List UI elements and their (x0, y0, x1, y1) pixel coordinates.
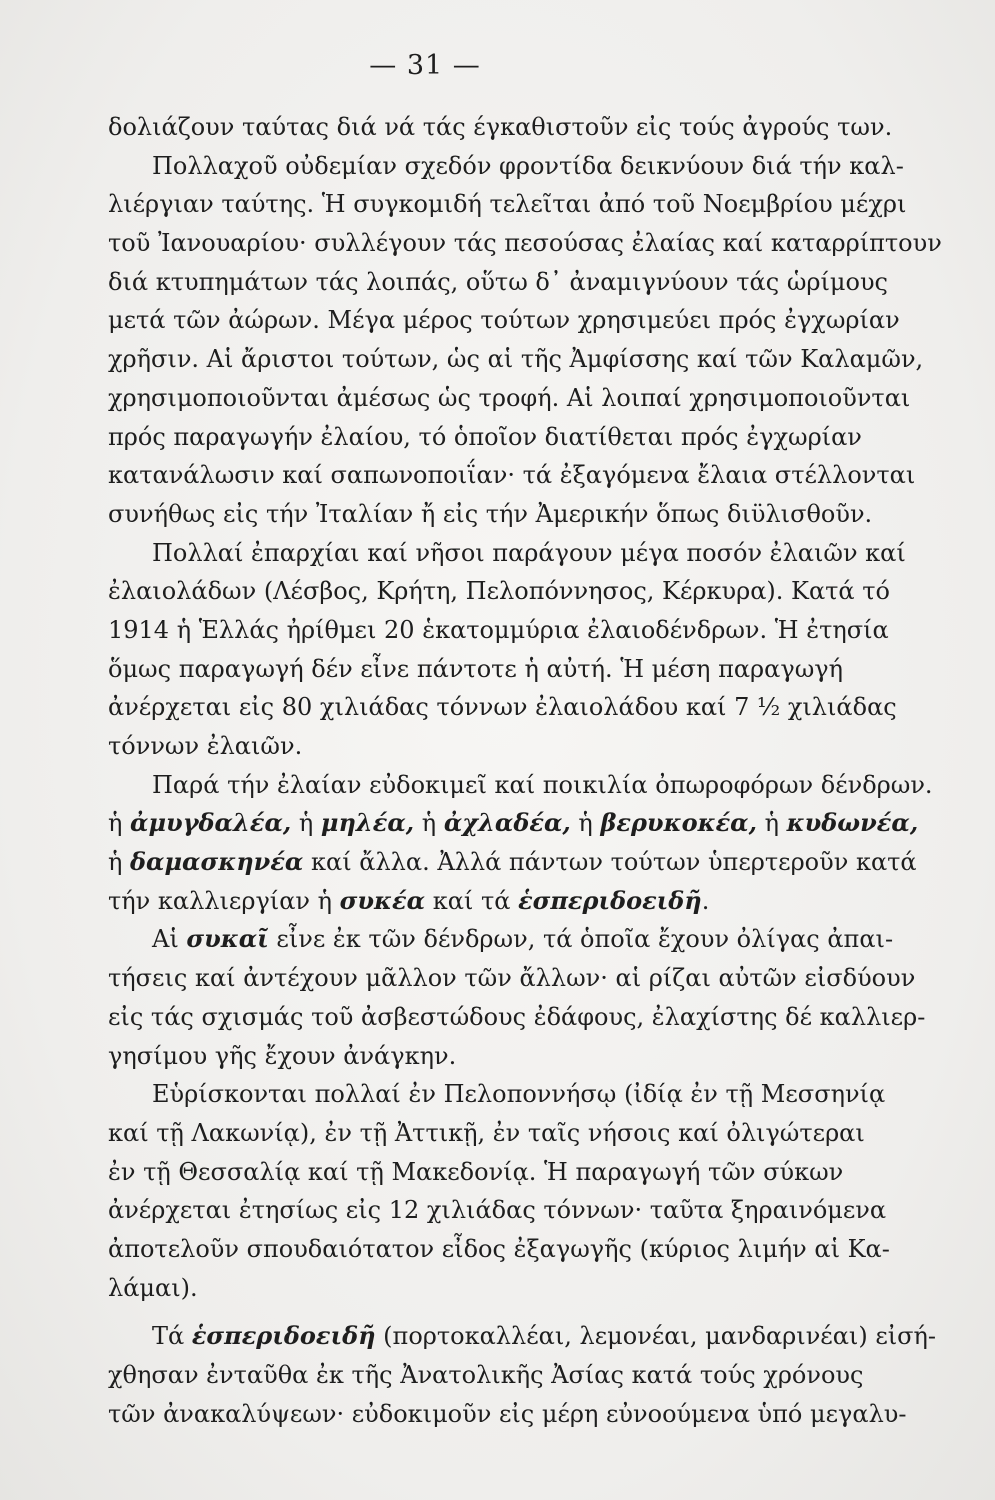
text-run: ἡ (570, 809, 601, 838)
text-run: Τά (152, 1322, 192, 1351)
emphasized-term: κυδωνέα, (786, 808, 919, 838)
text-line: Πολλαί ἐπαρχίαι καί νῆσοι παράγουν μέγα ποσόν ἐλαιῶν καί (152, 538, 906, 567)
text-run: Αἱ (152, 925, 187, 954)
text-line: τήσεις καί ἀντέχουν μᾶλλον τῶν ἄλλων· αἱ ρίζαι αὐτῶν εἰσδύουν (108, 964, 916, 993)
text-line: χρῆσιν. Αἱ ἄριστοι τούτων, ὡς αἱ τῆς Ἀμφίσσης καί τῶν Καλαμῶν, (108, 345, 924, 374)
text-run: ἡ (108, 809, 131, 838)
text-line (108, 882, 826, 921)
text-line: Εὑρίσκονται πολλαί ἐν Πελοποννήσῳ (ἰδίᾳ ἐν τῇ Μεσσηνίᾳ (152, 1080, 886, 1109)
text-line: δολιάζουν ταύτας διά νά τάς έγκαθιστοῦν εἰς τούς ἀγρούς των. (108, 113, 893, 141)
text-line: εἰς τάς σχισμάς τοῦ ἀσβεστώδους ἐδάφους, ἐλαχίστης δέ καλλιερ- (108, 1002, 926, 1031)
emphasized-term: συκέα (339, 885, 426, 915)
text-line: ἀνέρχεται ἐτησίως εἰς 12 χιλιάδας τόννων· ταῦτα ξηραινόμενα (108, 1196, 887, 1225)
text-line: κατανάλωσιν καί σαπωνοποιΐαν· τά ἐξαγόμενα ἔλαια στέλλονται (108, 461, 916, 490)
text-run: τήν καλλιεργίαν ἡ (108, 886, 340, 915)
text-line: τοῦ Ἰανουαρίου· συλλέγουν τάς πεσούσας ἐλαίας καί καταρρίπτουν (108, 229, 942, 258)
text-line: χθησαν ἐνταῦθα ἐκ τῆς Ἀνατολικῆς Ἀσίας κατά τούς χρόνους (108, 1361, 864, 1389)
text-line: λάμαι). (108, 1273, 198, 1302)
text-line: μετά τῶν ἀώρων. Μέγα μέρος τούτων χρησιμεύει πρός ἐγχωρίαν (108, 306, 900, 335)
text-line: ἀποτελοῦν σπουδαιότατον εἶδος ἐξαγωγῆς (κύριος λιμήν αἱ Κα- (108, 1234, 890, 1263)
emphasized-term: δαμασκηνέα (130, 847, 304, 877)
text-line: τόννων ἐλαιῶν. (108, 732, 303, 760)
text-run: ἡ (414, 809, 444, 838)
text-run: ἡ (108, 848, 131, 877)
text-line: Παρά τήν ἐλαίαν εὐδοκιμεῖ καί ποικιλία ὀπωροφόρων δένδρων. (152, 770, 933, 799)
text-line (108, 1317, 937, 1356)
emphasized-term: ἀχλαδέα, (443, 808, 571, 838)
text-line: 1914 ἡ Ἑλλάς ἠρίθμει 20 ἑκατομμύρια ἐλαιοδένδρων. Ἡ ἐτησία (108, 615, 889, 644)
emphasized-term: ἀμυγδαλέα, (130, 808, 292, 838)
emphasized-term: μηλέα, (320, 808, 415, 838)
text-line: διά κτυπημάτων τάς λοιπάς, οὕτω δ᾿ ἀναμιγνύουν τάς ὡρίμους (108, 267, 888, 296)
emphasized-term: ἑσπεριδοειδῆ (191, 1321, 376, 1351)
emphasized-term: βερυκοκέα, (600, 808, 757, 838)
text-line: τῶν ἀνακαλύψεων· εὐδοκιμοῦν εἰς μέρη εὐνοούμενα ὑπό μεγαλυ- (108, 1399, 907, 1428)
text-line: χρησιμοποιοῦνται ἀμέσως ὡς τροφή. Αἱ λοιπαί χρησιμοποιοῦνται (108, 383, 911, 412)
text-line: ἐν τῇ Θεσσαλίᾳ καί τῇ Μακεδονίᾳ. Ἡ παραγωγή τῶν σύκων (108, 1157, 844, 1186)
text-run: εἶνε ἐκ τῶν δένδρων, τά ὁποῖα ἔχουν ὀλίγας ἀπαι- (268, 925, 894, 954)
text-run: ἡ (756, 809, 787, 838)
text-line: ἐλαιολάδων (Λέσβος, Κρήτη, Πελοπόννησος, Κέρκυρα). Κατά τό (108, 577, 890, 606)
text-line: καί τῇ Λακωνίᾳ), ἐν τῇ Ἀττικῇ, ἐν ταῖς νήσοις καί ὀλιγώτεραι (108, 1118, 865, 1147)
text-line (108, 843, 917, 882)
text-run: . (701, 886, 710, 915)
text-line: πρός παραγωγήν ἐλαίου, τό ὁποῖον διατίθεται πρός ἐγχωρίαν (108, 422, 862, 451)
text-line: συνήθως εἰς τήν Ἰταλίαν ἤ εἰς τήν Ἀμερικήν ὅπως διϋλισθοῦν. (108, 499, 873, 528)
text-line: Πολλαχοῦ οὐδεμίαν σχεδόν φροντίδα δεικνύουν διά τήν καλ- (152, 151, 904, 180)
text-line: λιέργιαν ταύτης. Ἡ συγκομιδή τελεῖται ἀπό τοῦ Νοεμβρίου μέχρι (108, 190, 907, 219)
text-line: ὅμως παραγωγή δέν εἶνε πάντοτε ἡ αὐτή. Ἡ μέση παραγωγή (108, 654, 843, 683)
text-line (108, 804, 919, 843)
emphasized-term: συκαῖ (186, 924, 269, 954)
text-run: καί τά (425, 886, 519, 915)
text-run: ἡ (291, 809, 321, 838)
text-run: (πορτοκαλλέαι, λεμονέαι, μανδαρινέαι) εἰσή- (375, 1322, 937, 1351)
text-line (108, 920, 894, 959)
text-line: ἀνέρχεται εἰς 80 χιλιάδας τόννων ἐλαιολάδου καί 7 ½ χιλιάδας (108, 693, 897, 722)
page-number: — 31 — (369, 50, 481, 81)
emphasized-term: ἑσπεριδοειδῆ (518, 885, 702, 915)
text-run: καί ἄλλα. Ἀλλά πάντων τούτων ὑπερτεροῦν κατά (303, 848, 917, 877)
body-text (108, 108, 942, 1433)
text-line: γησίμου γῆς ἔχουν ἀνάγκην. (108, 1041, 457, 1070)
